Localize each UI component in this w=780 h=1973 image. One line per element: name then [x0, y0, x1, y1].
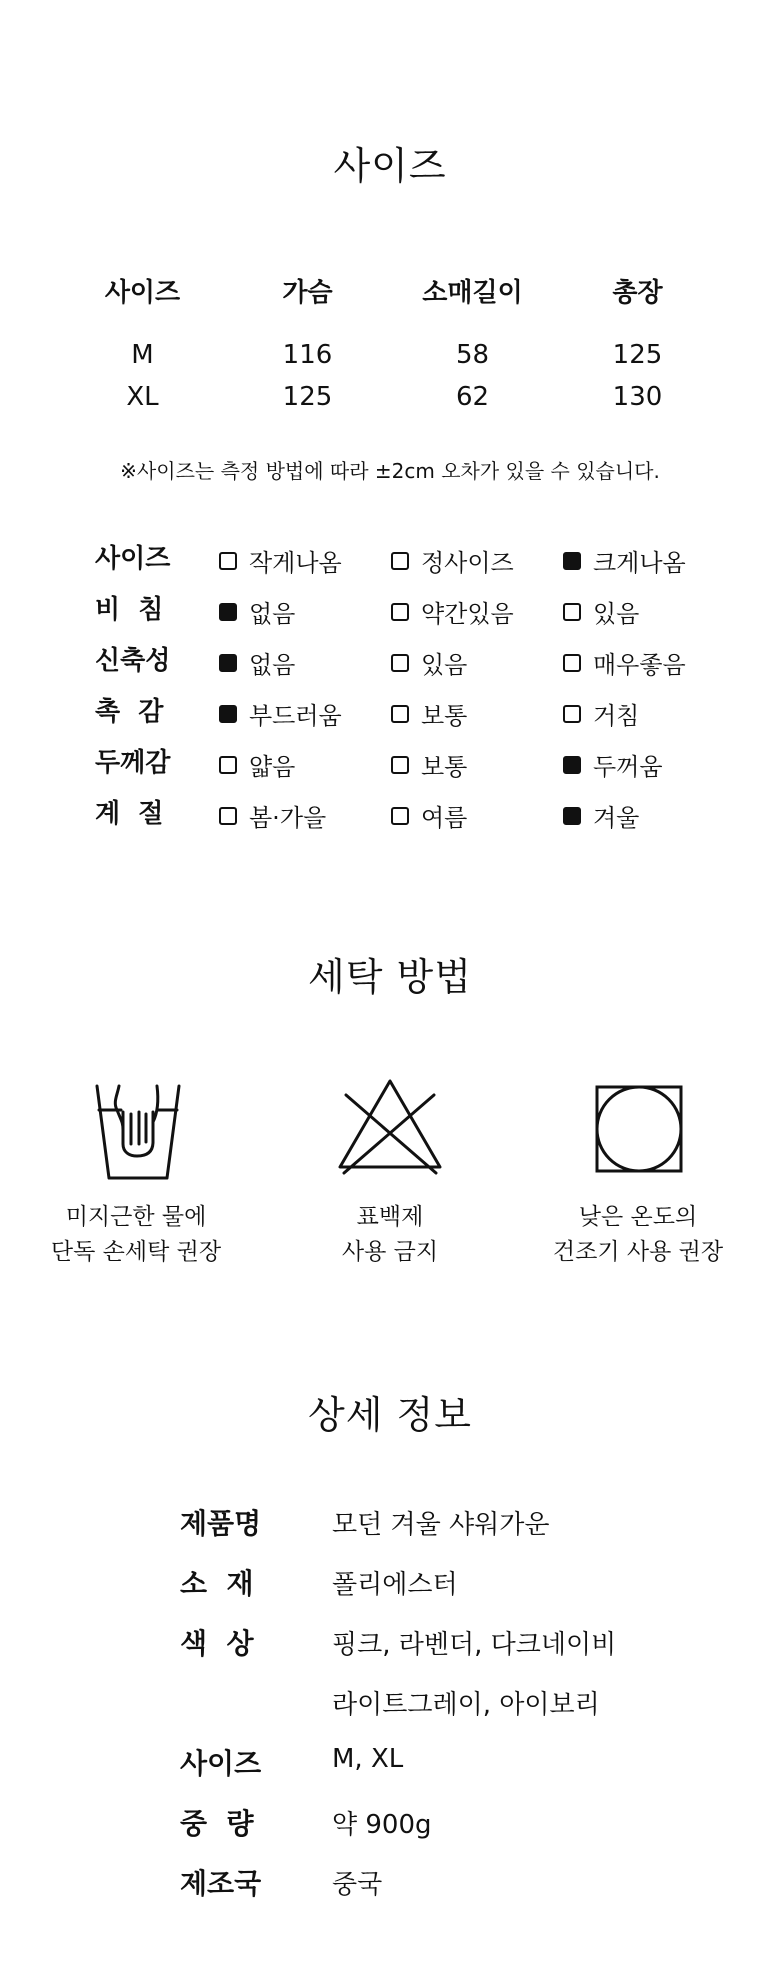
info-row-size [180, 1742, 700, 1792]
info-value: 약 900g [332, 1810, 432, 1840]
rating-label: 촉 감 [95, 697, 164, 727]
size-table-header-cell: 가슴 [282, 278, 333, 308]
hand-wash-icon [93, 1082, 183, 1182]
unchecked-box-icon [219, 552, 237, 570]
rating-label: 계 절 [95, 799, 164, 829]
rating-option [391, 645, 467, 680]
info-row-color-cont [180, 1682, 700, 1732]
checked-box-icon [563, 552, 581, 570]
wash-label-line: 사용 금지 [341, 1239, 439, 1265]
unchecked-box-icon [563, 654, 581, 672]
info-label: 사이즈 [180, 1747, 262, 1780]
wash-label-bleach [270, 1200, 510, 1270]
rating-row [95, 691, 715, 731]
tumble-dry-low-icon [593, 1083, 685, 1175]
info-label: 제조국 [180, 1867, 262, 1900]
rating-option-label: 있음 [593, 600, 640, 628]
rating-option-label: 없음 [249, 651, 296, 679]
rating-row [95, 742, 715, 782]
rating-option [219, 645, 295, 680]
unchecked-box-icon [391, 705, 409, 723]
rating-option-label: 얇음 [249, 753, 296, 781]
rating-option [563, 696, 639, 731]
rating-option-label: 겨울 [593, 804, 640, 832]
info-value: M, XL [332, 1744, 404, 1774]
info-row-weight [180, 1802, 700, 1852]
rating-option-label: 약간있음 [421, 600, 514, 628]
info-label: 소 재 [180, 1567, 254, 1600]
rating-option [563, 798, 639, 833]
size-table-cell: XL [126, 382, 159, 412]
rating-label: 비 침 [95, 595, 164, 625]
rating-label: 두께감 [95, 748, 171, 778]
info-row-material [180, 1562, 700, 1612]
checked-box-icon [563, 756, 581, 774]
rating-option-label: 정사이즈 [421, 549, 514, 577]
size-table-cell: 116 [282, 340, 333, 370]
checked-box-icon [219, 654, 237, 672]
info-row-product-name [180, 1502, 700, 1552]
info-value: 중국 [332, 1870, 383, 1900]
unchecked-box-icon [219, 756, 237, 774]
rating-row [95, 589, 715, 629]
unchecked-box-icon [563, 705, 581, 723]
rating-option-label: 봄·가을 [249, 804, 327, 832]
rating-option [563, 747, 663, 782]
unchecked-box-icon [391, 654, 409, 672]
rating-option [563, 594, 639, 629]
size-table-header-cell: 사이즈 [104, 278, 181, 308]
size-table-cell: 58 [455, 340, 490, 370]
rating-option [219, 543, 342, 578]
detail-section-title: 상세 정보 [308, 1393, 472, 1437]
size-table-header [60, 272, 720, 309]
size-table-cell: 130 [612, 382, 663, 412]
unchecked-box-icon [563, 603, 581, 621]
size-table-header-cell: 총장 [612, 278, 663, 308]
checked-box-icon [219, 603, 237, 621]
rating-option [219, 798, 326, 833]
unchecked-box-icon [391, 552, 409, 570]
wash-label-line: 미지근한 물에 [65, 1204, 207, 1230]
rating-option [391, 798, 467, 833]
rating-option-label: 부드러움 [249, 702, 342, 730]
rating-option-label: 두꺼움 [593, 753, 663, 781]
size-table-cell: 62 [455, 382, 490, 412]
rating-option [563, 543, 686, 578]
wash-label-line: 건조기 사용 권장 [552, 1239, 724, 1265]
rating-option-label: 크게나옴 [593, 549, 686, 577]
rating-row [95, 793, 715, 833]
wash-label-line: 표백제 [356, 1204, 424, 1230]
info-label: 색 상 [180, 1627, 254, 1660]
size-table-cell: M [131, 340, 154, 370]
info-label: 중 량 [180, 1807, 254, 1840]
wash-label-line: 낮은 온도의 [578, 1204, 698, 1230]
size-note: ※사이즈는 측정 방법에 따라 ±2cm 오차가 있을 수 있습니다. [120, 459, 660, 483]
info-value: 핑크, 라벤더, 다크네이비 [332, 1630, 617, 1660]
rating-option-label: 작게나옴 [249, 549, 342, 577]
rating-option [391, 747, 467, 782]
rating-option-label: 여름 [421, 804, 468, 832]
unchecked-box-icon [391, 603, 409, 621]
rating-option [563, 645, 686, 680]
rating-option-label: 매우좋음 [593, 651, 686, 679]
wash-label-hand [16, 1200, 256, 1270]
size-section-title: 사이즈 [333, 144, 447, 188]
rating-option-label: 보통 [421, 753, 468, 781]
rating-row [95, 538, 715, 578]
unchecked-box-icon [391, 756, 409, 774]
wash-label-line: 단독 손세탁 권장 [50, 1239, 222, 1265]
checked-box-icon [563, 807, 581, 825]
checked-box-icon [219, 705, 237, 723]
rating-option-label: 있음 [421, 651, 468, 679]
rating-option [391, 594, 514, 629]
size-table-cell: 125 [282, 382, 333, 412]
rating-option [219, 594, 295, 629]
rating-row [95, 640, 715, 680]
info-value: 라이트그레이, 아이보리 [332, 1690, 600, 1720]
size-table-cell: 125 [612, 340, 663, 370]
info-row-origin [180, 1862, 700, 1912]
size-table-header-cell: 소매길이 [422, 278, 523, 308]
info-value: 모던 겨울 샤워가운 [332, 1510, 550, 1540]
wash-label-dry [518, 1200, 758, 1270]
rating-option [219, 696, 342, 731]
rating-label: 사이즈 [95, 544, 171, 574]
size-table-row [60, 382, 720, 412]
rating-option [391, 543, 514, 578]
rating-option-label: 보통 [421, 702, 468, 730]
size-table-row [60, 340, 720, 370]
rating-label: 신축성 [95, 646, 171, 676]
unchecked-box-icon [219, 807, 237, 825]
rating-option-label: 거침 [593, 702, 640, 730]
rating-option [219, 747, 295, 782]
info-row-color [180, 1622, 700, 1672]
info-label: 제품명 [180, 1507, 262, 1540]
rating-option-label: 없음 [249, 600, 296, 628]
wash-section-title: 세탁 방법 [308, 955, 472, 999]
no-bleach-icon [332, 1077, 448, 1177]
unchecked-box-icon [391, 807, 409, 825]
info-value: 폴리에스터 [332, 1570, 458, 1600]
rating-option [391, 696, 467, 731]
